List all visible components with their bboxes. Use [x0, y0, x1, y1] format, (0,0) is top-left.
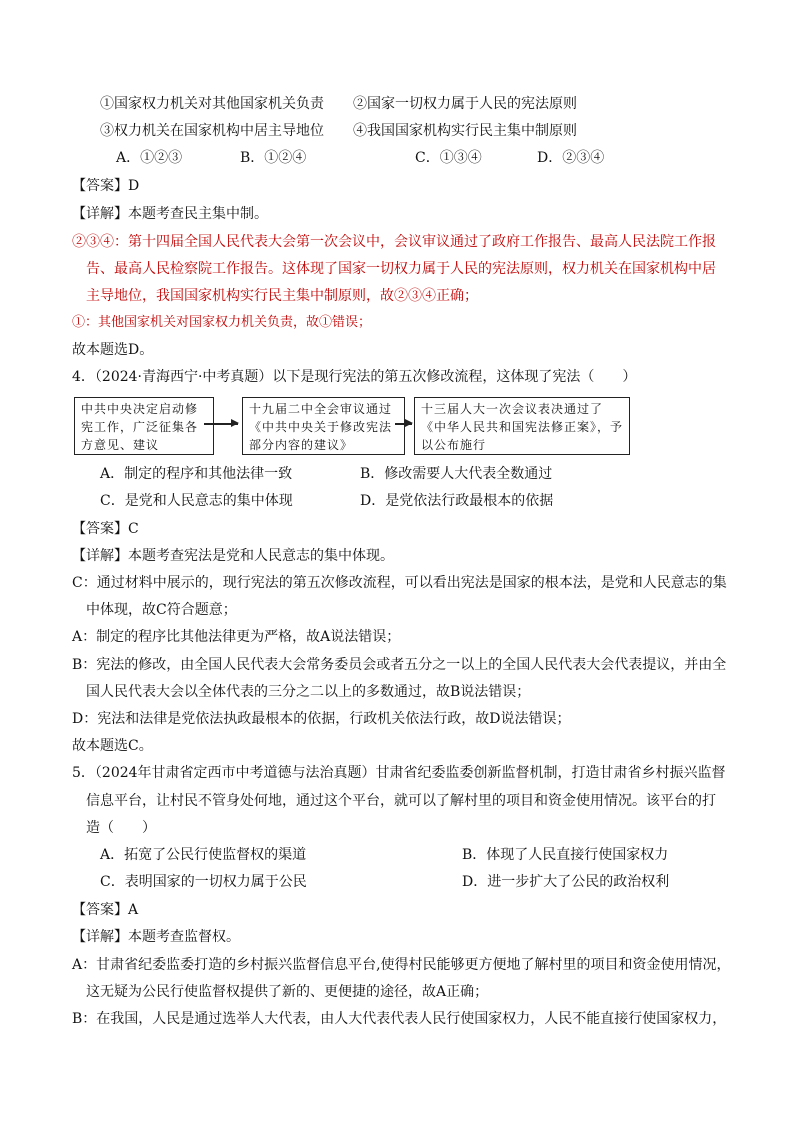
flow-box-1: 中共中央决定启动修宪工作，广泛征集各方意见、建议 — [74, 397, 214, 455]
explanation-line: 国人民代表大会以全体代表的三分之二以上的多数通过，故B说法错误； — [86, 684, 531, 700]
conclusion: 故本题选D。 — [72, 342, 154, 358]
option-c: C．表明国家的一切权力属于公民 — [100, 874, 307, 890]
explanation-line: ②③④：第十四届全国人民代表大会第一次会议中，会议审议通过了政府工作报告、最高人民法院工作报 — [72, 234, 716, 250]
answer: 【答案】D — [72, 178, 140, 194]
explanation-line: D：宪法和法律是党依法执政最根本的依据，行政机关依法行政，故D说法错误； — [72, 711, 571, 727]
explanation-line: C：通过材料中展示的，现行宪法的第五次修改流程，可以看出宪法是国家的根本法，是党和人民意志的集 — [72, 575, 727, 591]
option-b: B．修改需要人大代表全数通过 — [360, 466, 553, 482]
detail-heading: 【详解】本题考查宪法是党和人民意志的集中体现。 — [72, 548, 394, 564]
explanation-line: 主导地位，我国国家机构实行民主集中制原则，故②③④正确； — [86, 288, 478, 304]
explanation-line: 这无疑为公民行使监督权提供了新的、更便捷的途径，故A正确； — [86, 984, 489, 1000]
question-stem: 信息平台，让村民不管身处何地，通过这个平台，就可以了解村里的项目和资金使用情况。该平台的打 — [86, 793, 716, 809]
explanation-line: B：在我国，人民是通过选举人大代表，由人大代表代表人民行使国家权力，人民不能直接行使国家权力， — [72, 1011, 727, 1027]
option-b: B．体现了人民直接行使国家权力 — [462, 847, 669, 863]
option-d: D．②③④ — [537, 150, 605, 166]
option-a: A．①②③ — [116, 150, 183, 166]
option-a: A．拓宽了公民行使监督权的渠道 — [100, 847, 307, 863]
option-c: C．①③④ — [415, 150, 482, 166]
answer: 【答案】A — [72, 902, 139, 918]
answer: 【答案】C — [72, 521, 139, 537]
flow-arrow — [395, 423, 412, 425]
question-stem: 5．（2024年甘肃省定西市中考道德与法治真题）甘肃省纪委监委创新监督机制，打造甘肃省乡村振兴监督 — [72, 765, 726, 781]
detail-heading: 【详解】本题考查监督权。 — [72, 929, 240, 945]
statement-3: ③权力机关在国家机构中居主导地位 — [100, 123, 324, 139]
explanation-line: 中体现，故C符合题意； — [86, 602, 237, 618]
flow-box-3: 十三届人大一次会议表决通过了《中华人民共和国宪法修正案》，予以公布施行 — [414, 397, 630, 455]
explanation-line: A：制定的程序比其他法律更为严格，故A说法错误； — [72, 629, 401, 645]
option-d: D．是党依法行政最根本的依据 — [360, 493, 554, 509]
question-stem: 造（ ） — [86, 820, 156, 836]
question-stem: 4．（2024·青海西宁·中考真题）以下是现行宪法的第五次修改流程，这体现了宪法（ ） — [72, 369, 637, 385]
detail-heading: 【详解】本题考查民主集中制。 — [72, 206, 268, 222]
flow-arrow — [204, 423, 238, 425]
option-a: A．制定的程序和其他法律一致 — [100, 466, 293, 482]
explanation-line: B：宪法的修改，由全国人民代表大会常务委员会或者五分之一以上的全国人民代表大会代表提议，并由全 — [72, 657, 727, 673]
explanation-line: ①：其他国家机关对国家权力机关负责，故①错误； — [72, 315, 372, 330]
option-b: B．①②④ — [240, 150, 307, 166]
option-d: D．进一步扩大了公民的政治权利 — [462, 874, 670, 890]
option-c: C．是党和人民意志的集中体现 — [100, 493, 293, 509]
explanation-line: A：甘肃省纪委监委打造的乡村振兴监督信息平台,使得村民能够更方便地了解村里的项目和资金使用情况， — [72, 957, 731, 973]
conclusion: 故本题选C。 — [72, 738, 153, 754]
statement-2: ②国家一切权力属于人民的宪法原则 — [353, 96, 577, 112]
explanation-line: 告、最高人民检察院工作报告。这体现了国家一切权力属于人民的宪法原则，权力机关在国家机构中居 — [86, 261, 716, 277]
statement-4: ④我国国家机构实行民主集中制原则 — [353, 123, 577, 139]
flow-box-2: 十九届二中全会审议通过《中共中央关于修改宪法部分内容的建议》 — [242, 397, 405, 455]
statement-1: ①国家权力机关对其他国家机关负责 — [100, 96, 324, 112]
